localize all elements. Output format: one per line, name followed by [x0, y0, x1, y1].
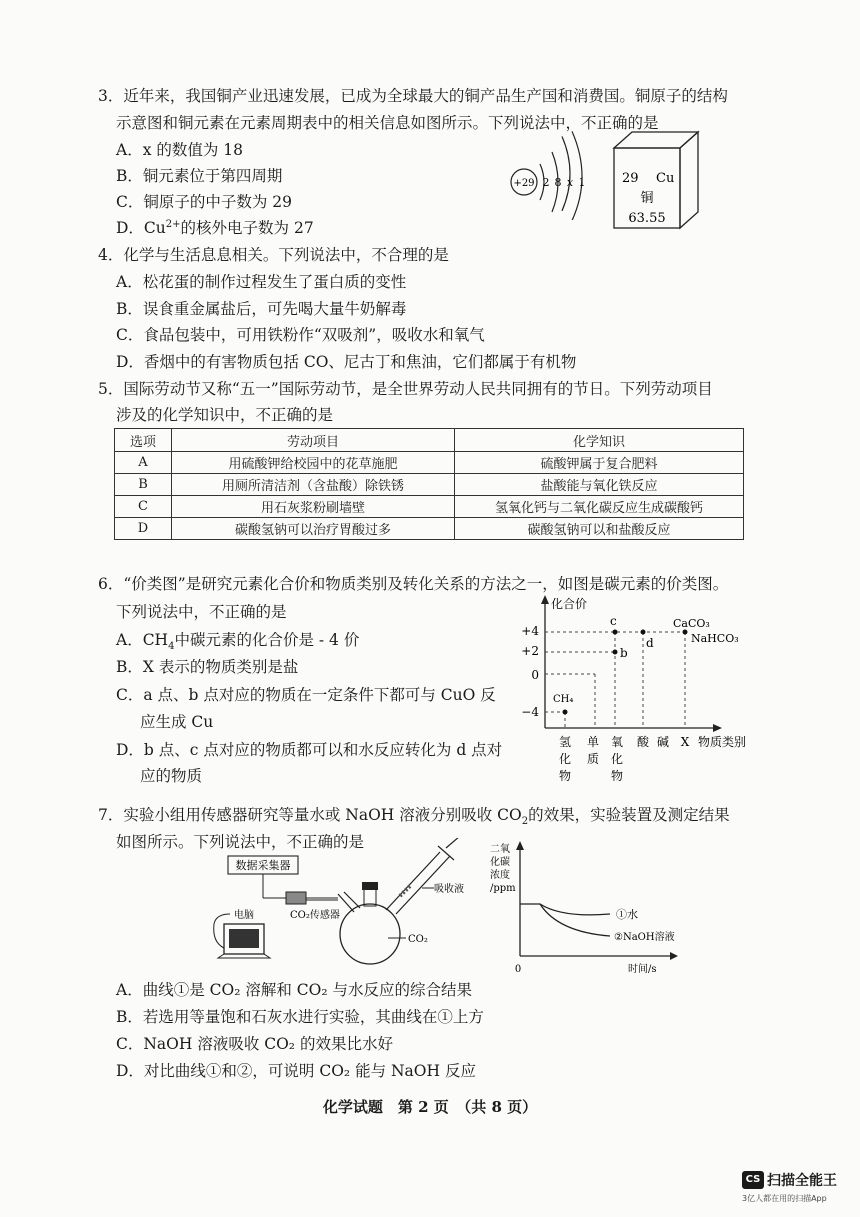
- point-b-label: b: [620, 646, 628, 660]
- curve-naoh-label: ②NaOH溶液: [614, 932, 675, 943]
- q3-option-a: A．x 的数值为 18: [116, 141, 244, 159]
- atomic-mass: 63.55: [628, 211, 666, 226]
- x-cat-hydride-3: 物: [558, 769, 572, 783]
- point-b: [613, 650, 618, 655]
- header-option: 选项: [115, 429, 172, 452]
- q4-option-b: B．误食重金属盐后，可先喝大量牛奶解毒: [116, 300, 407, 318]
- q7-concentration-graph: [478, 838, 678, 978]
- y-tick-minus4: −4: [521, 705, 539, 719]
- q6-option-c-line1: C．a 点、b 点对应的物质在一定条件下都可与 CuO 反: [116, 686, 496, 704]
- q7-stem-line2: 如图所示。下列说法中，不正确的是: [116, 833, 365, 851]
- q6-option-d-line1: D．b 点、c 点对应的物质都可以和水反应转化为 d 点对: [116, 741, 503, 759]
- scanner-app-name: 扫描全能王: [767, 1173, 837, 1189]
- point-ch4: [563, 710, 568, 715]
- data-collector-label: 数据采集器: [235, 859, 291, 872]
- scanner-logo-icon: CS: [742, 1171, 764, 1189]
- scanner-app-watermark: [742, 1170, 837, 1203]
- shell-2-count: 8: [554, 176, 562, 189]
- point-d-label: d: [646, 636, 654, 650]
- page-footer: 化学试题 第 2 页 （共 8 页）: [322, 1098, 538, 1116]
- graph-y-label-1: 二氧: [490, 844, 510, 855]
- table-row: D 碳酸氢钠可以治疗胃酸过多 碳酸氢钠可以和盐酸反应: [115, 518, 744, 540]
- co2-sensor-label: CO₂传感器: [290, 910, 340, 921]
- q7-option-d: D．对比曲线①和②，可说明 CO₂ 能与 NaOH 反应: [116, 1062, 476, 1080]
- element-name: 铜: [640, 191, 654, 206]
- q6-stem-line1: 6．“价类图”是研究元素化合价和物质类别及转化关系的方法之一，如图是碳元素的价类图。: [98, 575, 729, 593]
- header-labor: 劳动项目: [172, 429, 455, 452]
- nucleus-charge: +29: [513, 178, 535, 189]
- y-axis-label: 化合价: [551, 597, 588, 611]
- table-row: C 用石灰浆粉刷墙壁 氢氧化钙与二氧化碳反应生成碳酸钙: [115, 496, 744, 518]
- q7-option-a: A．曲线①是 CO₂ 溶解和 CO₂ 与水反应的综合结果: [116, 981, 472, 999]
- atomic-number: 29: [622, 171, 639, 186]
- table-row: B 用厕所清洁剂（含盐酸）除铁锈 盐酸能与氧化铁反应: [115, 474, 744, 496]
- q4-option-c: C．食品包装中，可用铁粉作“双吸剂”，吸收水和氧气: [116, 326, 485, 344]
- x-cat-base: 碱: [656, 735, 670, 749]
- point-nahco3-label: NaHCO₃: [691, 632, 739, 645]
- table-row: A 用硫酸钾给校园中的花草施肥 硫酸钾属于复合肥料: [115, 452, 744, 474]
- q4-option-a: A．松花蛋的制作过程发生了蛋白质的变性: [116, 273, 407, 291]
- table-header-row: [115, 429, 744, 452]
- computer-label: 电脑: [234, 910, 254, 921]
- y-tick-plus4: +4: [521, 624, 539, 638]
- q3-stem-line2: 示意图和铜元素在元素周期表中的相关信息如图所示。下列说法中，不正确的是: [116, 114, 659, 132]
- absorbent-label: 吸收液: [434, 884, 464, 895]
- q6-stem-line2: 下列说法中，不正确的是: [116, 603, 287, 621]
- header-knowledge: 化学知识: [455, 429, 744, 452]
- graph-y-label-2: 化碳: [490, 857, 510, 868]
- y-tick-plus2: +2: [521, 644, 539, 658]
- curve-water-label: ①水: [616, 908, 638, 921]
- curve-water: [520, 904, 610, 915]
- point-d: [641, 630, 646, 635]
- x-cat-acid: 酸: [636, 735, 650, 749]
- q4-stem: 4．化学与生活息息相关。下列说法中，不合理的是: [98, 246, 449, 264]
- x-cat-oxide-1: 氧: [610, 735, 624, 749]
- q3-option-d: D．$Cu^{2+}$的核外电子数为 27: [116, 218, 314, 237]
- point-c-label: c: [610, 614, 617, 628]
- point-x-salts: [683, 630, 688, 635]
- x-cat-hydride-2: 化: [558, 752, 572, 766]
- q6-option-d-line2: 应的物质: [140, 767, 203, 785]
- q7-stem-line1: 7．实验小组用传感器研究等量水或 NaOH 溶液分别吸收 $CO_2$的效果，实验装置及测定结果: [98, 806, 730, 828]
- q7-option-b: B．若选用等量饱和石灰水进行实验，其曲线在①上方: [116, 1008, 484, 1026]
- point-ch4-label: CH₄: [553, 694, 574, 705]
- copper-periodic-table-cell: [612, 130, 702, 230]
- x-cat-element-2: 质: [586, 752, 600, 766]
- point-c: [613, 630, 618, 635]
- x-axis-label: 物质类别: [698, 735, 747, 749]
- co2-gas-label: CO₂: [408, 934, 428, 945]
- q5-stem-line2: 涉及的化学知识中，不正确的是: [116, 406, 334, 424]
- q3-option-c: C．铜原子的中子数为 29: [116, 193, 293, 211]
- point-caco3-label: CaCO₃: [673, 617, 710, 630]
- graph-y-label-4: /ppm: [490, 883, 516, 894]
- q3-stem-line1: 3．近年来，我国铜产业迅速发展，已成为全球最大的铜产品生产国和消费国。铜原子的结构: [98, 87, 728, 105]
- q7-option-c: C．NaOH 溶液吸收 CO₂ 的效果比水好: [116, 1035, 393, 1053]
- valence-class-chart: [505, 592, 755, 790]
- graph-origin: 0: [514, 964, 522, 975]
- q5-table: [114, 428, 744, 540]
- x-cat-x: X: [680, 735, 690, 749]
- graph-x-label: 时间/s: [628, 964, 657, 975]
- q5-stem-line1: 5．国际劳动节又称“五一”国际劳动节，是全世界劳动人民共同拥有的节日。下列劳动项目: [98, 380, 713, 398]
- q6-option-c-line2: 应生成 Cu: [140, 713, 214, 731]
- q6-option-a: A．$CH_4$中碳元素的化合价是 - 4 价: [116, 631, 360, 653]
- x-cat-element-1: 单: [586, 735, 600, 749]
- graph-y-label-3: 浓度: [490, 870, 510, 881]
- q6-option-b: B．X 表示的物质类别是盐: [116, 658, 299, 676]
- shell-3-count: x: [566, 176, 574, 189]
- shell-4-count: 1: [578, 176, 586, 189]
- copper-atom-structure-diagram: [500, 120, 600, 220]
- x-cat-oxide-3: 物: [610, 769, 624, 783]
- scanner-app-tagline: 3亿人都在用的扫描App: [742, 1194, 827, 1203]
- element-symbol: Cu: [656, 171, 675, 186]
- q3-option-b: B．铜元素位于第四周期: [116, 167, 283, 185]
- q4-option-d: D．香烟中的有害物质包括 CO、尼古丁和焦油，它们都属于有机物: [116, 353, 577, 371]
- shell-1-count: 2: [542, 176, 550, 189]
- y-tick-zero: 0: [531, 668, 539, 682]
- x-cat-hydride-1: 氢: [558, 735, 572, 749]
- q7-apparatus-diagram: [210, 838, 470, 970]
- x-cat-oxide-2: 化: [610, 752, 624, 766]
